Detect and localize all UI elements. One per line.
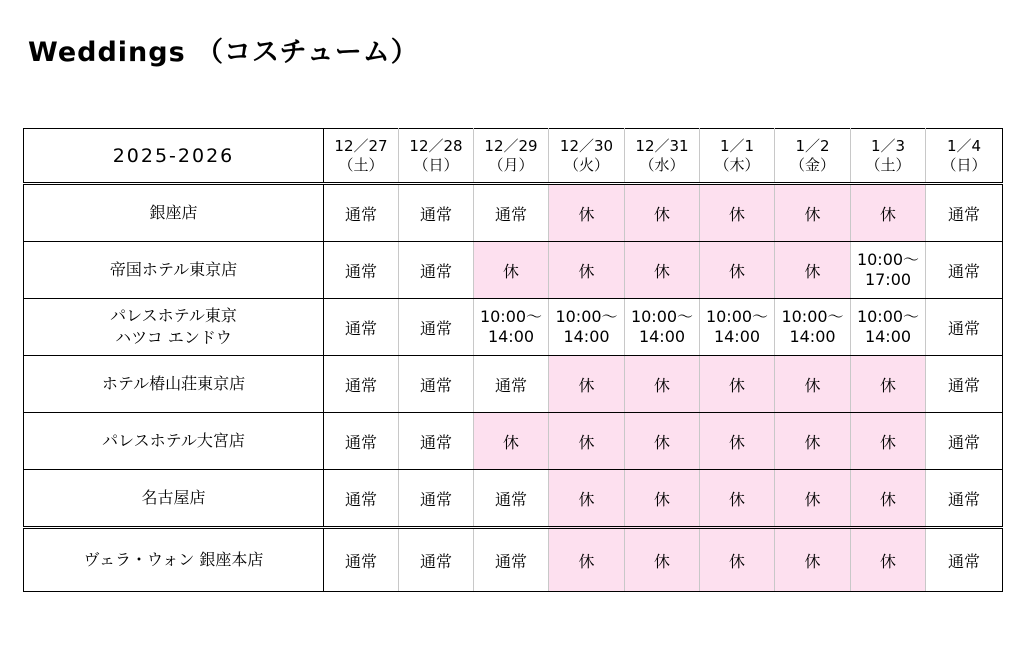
open-cell bbox=[399, 299, 474, 356]
cell-text: 通常 bbox=[947, 375, 980, 395]
open-cell bbox=[926, 299, 1003, 356]
open-cell bbox=[324, 528, 399, 592]
open-cell bbox=[324, 413, 399, 470]
page-title: Weddings （コスチューム） bbox=[28, 37, 419, 68]
schedule-body bbox=[24, 184, 1003, 592]
open-cell bbox=[324, 299, 399, 356]
closed-cell bbox=[775, 413, 851, 470]
open-cell bbox=[324, 184, 399, 242]
closed-cell bbox=[851, 413, 926, 470]
open-cell bbox=[926, 528, 1003, 592]
cell-text: 休 bbox=[728, 489, 745, 509]
weekday-label: （土） bbox=[865, 155, 911, 174]
cell-text: 休 bbox=[728, 432, 745, 452]
store-name bbox=[24, 413, 324, 470]
date-header bbox=[474, 129, 549, 184]
cell-text: 休 bbox=[653, 432, 670, 452]
closed-cell bbox=[549, 242, 625, 299]
cell-text: 通常 bbox=[494, 489, 527, 509]
store-name bbox=[24, 184, 324, 242]
cell-text: 通常 bbox=[419, 489, 452, 509]
open-cell bbox=[324, 356, 399, 413]
date-label: 12／29 bbox=[484, 136, 538, 155]
cell-text: 休 bbox=[879, 204, 896, 224]
cell-text: 通常 bbox=[344, 551, 377, 571]
closed-cell bbox=[851, 184, 926, 242]
open-cell bbox=[474, 184, 549, 242]
schedule-table bbox=[23, 128, 1003, 592]
closed-cell bbox=[700, 184, 775, 242]
store-row bbox=[24, 184, 1003, 242]
cell-text: 休 bbox=[502, 261, 519, 281]
store-name bbox=[24, 528, 324, 592]
closed-cell bbox=[775, 184, 851, 242]
cell-text: 休 bbox=[804, 204, 821, 224]
cell-text: 通常 bbox=[344, 261, 377, 281]
cell-text: 休 bbox=[879, 489, 896, 509]
hours-cell bbox=[851, 299, 926, 356]
cell-text: 14:00 bbox=[864, 327, 912, 346]
store-row bbox=[24, 413, 1003, 470]
hours-cell bbox=[851, 242, 926, 299]
date-header bbox=[926, 129, 1003, 184]
closed-cell bbox=[549, 184, 625, 242]
open-cell bbox=[926, 413, 1003, 470]
date-label: 12／31 bbox=[635, 136, 689, 155]
store-name-line: ハツコ エンドウ bbox=[115, 328, 232, 347]
weekday-label: （土） bbox=[338, 155, 384, 174]
open-cell bbox=[399, 184, 474, 242]
closed-cell bbox=[700, 356, 775, 413]
weekday-label: （日） bbox=[413, 155, 459, 174]
cell-text: 休 bbox=[653, 375, 670, 395]
cell-text: 通常 bbox=[344, 489, 377, 509]
cell-text: 休 bbox=[578, 551, 595, 571]
date-label: 1／2 bbox=[795, 136, 830, 155]
open-cell bbox=[399, 470, 474, 528]
store-name-line: ホテル椿山荘東京店 bbox=[101, 374, 246, 393]
cell-text: 休 bbox=[653, 261, 670, 281]
cell-text: 休 bbox=[728, 375, 745, 395]
cell-text: 休 bbox=[804, 551, 821, 571]
cell-text: 通常 bbox=[344, 204, 377, 224]
cell-text: 通常 bbox=[494, 204, 527, 224]
cell-text: 10:00～ bbox=[705, 307, 769, 326]
store-name-line: パレスホテル大宮店 bbox=[102, 431, 245, 450]
cell-text: 休 bbox=[653, 551, 670, 571]
cell-text: 休 bbox=[804, 375, 821, 395]
date-header bbox=[625, 129, 700, 184]
cell-text: 14:00 bbox=[789, 327, 836, 346]
cell-text: 通常 bbox=[419, 375, 452, 395]
closed-cell bbox=[625, 242, 700, 299]
cell-text: 通常 bbox=[494, 551, 527, 571]
store-name-line: 名古屋店 bbox=[141, 488, 206, 507]
closed-cell bbox=[625, 413, 700, 470]
cell-text: 通常 bbox=[419, 318, 452, 338]
closed-cell bbox=[700, 470, 775, 528]
cell-text: 休 bbox=[578, 489, 595, 509]
date-label: 1／1 bbox=[719, 136, 755, 155]
cell-text: 休 bbox=[879, 551, 896, 571]
open-cell bbox=[926, 356, 1003, 413]
closed-cell bbox=[474, 242, 549, 299]
cell-text: 休 bbox=[578, 261, 595, 281]
date-header bbox=[700, 129, 775, 184]
date-label: 12／27 bbox=[334, 136, 388, 155]
cell-text: 10:00～ bbox=[781, 307, 844, 326]
closed-cell bbox=[625, 470, 700, 528]
closed-cell bbox=[700, 242, 775, 299]
date-label: 1／4 bbox=[946, 136, 982, 155]
closed-cell bbox=[549, 356, 625, 413]
weekday-label: （木） bbox=[714, 155, 760, 174]
cell-text: 休 bbox=[578, 204, 595, 224]
closed-cell bbox=[775, 242, 851, 299]
open-cell bbox=[474, 528, 549, 592]
open-cell bbox=[399, 356, 474, 413]
cell-text: 休 bbox=[578, 432, 595, 452]
cell-text: 10:00～ bbox=[479, 307, 543, 326]
closed-cell bbox=[549, 528, 625, 592]
cell-text: 14:00 bbox=[487, 327, 535, 346]
date-label: 12／28 bbox=[409, 136, 463, 155]
weekday-label: （金） bbox=[789, 155, 835, 174]
store-name bbox=[24, 356, 324, 413]
store-name-line: パレスホテル東京 bbox=[110, 306, 237, 325]
cell-text: 休 bbox=[653, 489, 670, 509]
open-cell bbox=[926, 470, 1003, 528]
date-header bbox=[851, 129, 926, 184]
cell-text: 10:00～ bbox=[630, 307, 694, 326]
cell-text: 休 bbox=[804, 489, 821, 509]
closed-cell bbox=[474, 413, 549, 470]
date-label: 12／30 bbox=[559, 136, 614, 155]
open-cell bbox=[474, 470, 549, 528]
cell-text: 10:00～ bbox=[856, 307, 920, 326]
cell-text: 通常 bbox=[947, 489, 980, 509]
weekday-label: （水） bbox=[639, 155, 685, 174]
weekday-label: （月） bbox=[488, 155, 534, 174]
cell-text: 通常 bbox=[419, 261, 452, 281]
store-name bbox=[24, 299, 324, 356]
store-row bbox=[24, 528, 1003, 592]
hours-cell bbox=[775, 299, 851, 356]
cell-text: 休 bbox=[728, 204, 745, 224]
store-row bbox=[24, 470, 1003, 528]
store-row bbox=[24, 356, 1003, 413]
open-cell bbox=[324, 242, 399, 299]
cell-text: 通常 bbox=[344, 375, 377, 395]
cell-text: 17:00 bbox=[864, 270, 912, 289]
open-cell bbox=[399, 242, 474, 299]
open-cell bbox=[474, 356, 549, 413]
cell-text: 通常 bbox=[947, 261, 980, 281]
cell-text: 休 bbox=[879, 432, 896, 452]
cell-text: 通常 bbox=[419, 551, 452, 571]
cell-text: 休 bbox=[502, 432, 519, 452]
cell-text: 10:00～ bbox=[555, 307, 618, 326]
cell-text: 休 bbox=[578, 375, 595, 395]
weekday-label: （火） bbox=[563, 155, 609, 174]
store-name bbox=[24, 470, 324, 528]
cell-text: 休 bbox=[804, 432, 821, 452]
cell-text: 休 bbox=[728, 261, 745, 281]
closed-cell bbox=[549, 470, 625, 528]
cell-text: 通常 bbox=[947, 551, 980, 571]
store-name bbox=[24, 242, 324, 299]
store-name-line: ヴェラ・ウォン 銀座本店 bbox=[83, 550, 264, 569]
cell-text: 10:00～ bbox=[856, 250, 920, 269]
closed-cell bbox=[851, 470, 926, 528]
open-cell bbox=[926, 184, 1003, 242]
date-label: 1／3 bbox=[870, 136, 906, 155]
date-header bbox=[549, 129, 625, 184]
cell-text: 通常 bbox=[494, 375, 527, 395]
closed-cell bbox=[851, 528, 926, 592]
store-row bbox=[24, 242, 1003, 299]
closed-cell bbox=[775, 470, 851, 528]
closed-cell bbox=[851, 356, 926, 413]
date-header bbox=[324, 129, 399, 184]
year-label: 2025-2026 bbox=[24, 129, 324, 184]
cell-text: 通常 bbox=[344, 318, 377, 338]
open-cell bbox=[324, 470, 399, 528]
date-header bbox=[775, 129, 851, 184]
cell-text: 通常 bbox=[947, 204, 980, 224]
closed-cell bbox=[625, 356, 700, 413]
hours-cell bbox=[625, 299, 700, 356]
closed-cell bbox=[549, 413, 625, 470]
cell-text: 休 bbox=[804, 261, 821, 281]
cell-text: 休 bbox=[728, 551, 745, 571]
closed-cell bbox=[700, 528, 775, 592]
hours-cell bbox=[474, 299, 549, 356]
store-name-line: 銀座店 bbox=[149, 203, 198, 222]
cell-text: 14:00 bbox=[638, 327, 686, 346]
open-cell bbox=[399, 528, 474, 592]
cell-text: 通常 bbox=[419, 432, 452, 452]
hours-cell bbox=[549, 299, 625, 356]
closed-cell bbox=[700, 413, 775, 470]
cell-text: 通常 bbox=[947, 318, 980, 338]
cell-text: 休 bbox=[879, 375, 896, 395]
closed-cell bbox=[625, 528, 700, 592]
cell-text: 14:00 bbox=[563, 327, 610, 346]
cell-text: 14:00 bbox=[713, 327, 761, 346]
cell-text: 休 bbox=[653, 204, 670, 224]
cell-text: 通常 bbox=[947, 432, 980, 452]
closed-cell bbox=[775, 528, 851, 592]
store-row bbox=[24, 299, 1003, 356]
closed-cell bbox=[625, 184, 700, 242]
weekday-label: （日） bbox=[941, 155, 987, 174]
cell-text: 通常 bbox=[419, 204, 452, 224]
open-cell bbox=[399, 413, 474, 470]
hours-cell bbox=[700, 299, 775, 356]
cell-text: 通常 bbox=[344, 432, 377, 452]
header-row bbox=[24, 129, 1003, 184]
store-name-line: 帝国ホテル東京店 bbox=[109, 260, 238, 279]
date-header bbox=[399, 129, 474, 184]
open-cell bbox=[926, 242, 1003, 299]
closed-cell bbox=[775, 356, 851, 413]
